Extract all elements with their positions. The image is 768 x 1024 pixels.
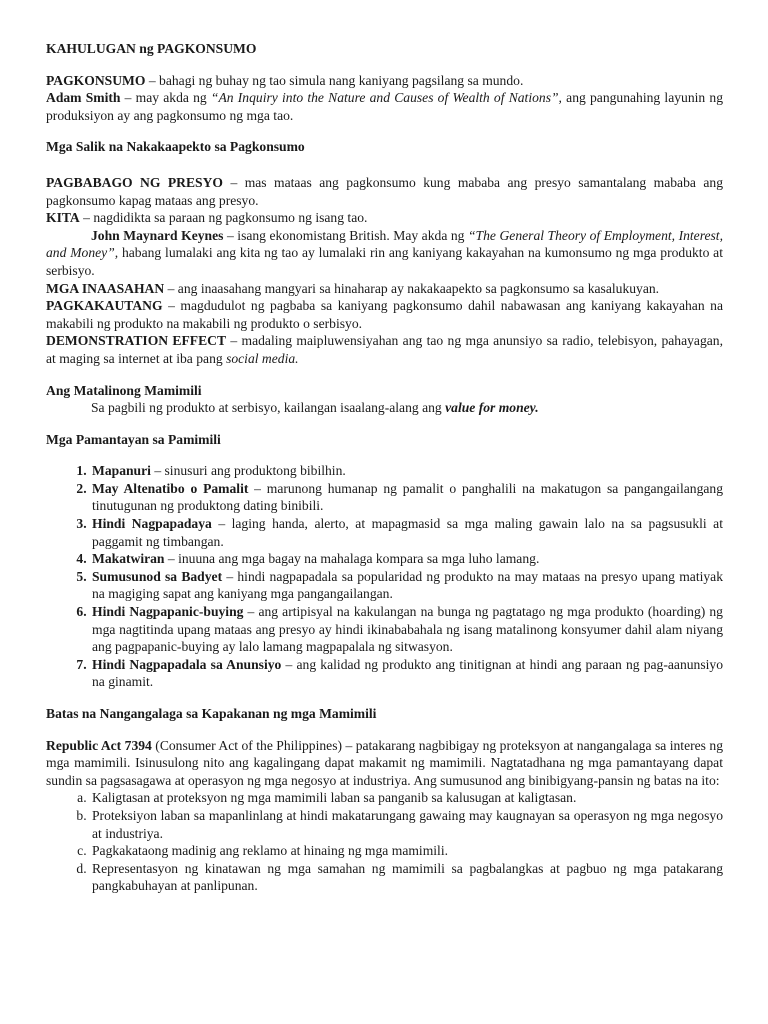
adam-smith-term: Adam Smith — [46, 90, 121, 106]
list-item: 7. Hindi Nagpapadala sa Anunsiyo – ang kalidad ng produkto ang tinitignan at hindi ang paraan ng pag-aanunsiyo na ginamit. — [90, 656, 723, 691]
list-item: 1. Mapanuri – sinusuri ang produktong bibilhin. — [90, 462, 723, 480]
list-item: 6. Hindi Nagpapanic-buying – ang artipisyal na kakulangan na bunga ng pagtatago ng mga produkto (hoarding) ng mga nagtitinda upang mataas ang presyo ay hindi ikinababahala ng isang matalinong konsyumer dahil alam niyang ang pagpapanic-buying ay lalo lamang magpapalala ng sitwasyon. — [90, 603, 723, 656]
presyo-paragraph: PAGBABAGO NG PRESYO – mas mataas ang pagkonsumo kung mababa ang presyo samantalang mababa ang pagkonsumo kapag mataas ang presyo. — [46, 174, 723, 208]
list-item: 5. Sumusunod sa Badyet – hindi nagpapadala sa popularidad ng produkto na may mataas na presyo upang matiyak na magiging sapat ang kaniyang mga pangangailangan. — [90, 568, 723, 603]
adam-smith-paragraph: Adam Smith – may akda ng “An Inquiry into the Nature and Causes of Wealth of Nations”, ang pangunahing layunin ng produksiyon ay ang pagkonsumo ng mga tao. — [46, 90, 723, 123]
list-item: 4. Makatwiran – inuuna ang mga bagay na mahalaga kompara sa mga luho lamang. — [90, 550, 723, 568]
pagkonsumo-term: PAGKONSUMO — [46, 72, 146, 88]
keynes-book-title: “The General Theory of Employment, Interest, and Money”, — [46, 227, 723, 261]
list-item: b. Proteksiyon laban sa mapanlinlang at hindi makatarungang gawaing may kaugnayan sa operasyon ng mga negosyo at industriya. — [90, 807, 723, 842]
value-for-money-emphasis: value for money. — [445, 400, 539, 416]
demonstration-effect-paragraph: DEMONSTRATION EFFECT – madaling maipluwensiyahan ang tao ng mga anunsiyo sa radio, telebisyon, pahayagan, at maging sa internet at iba pang social media. — [46, 333, 723, 366]
list-item: 2. May Altenatibo o Pamalit – marunong humanap ng pamalit o panghalili na makatugon sa pangangailangang tinutugunan ng produktong dating binibili. — [90, 480, 723, 515]
list-item: 3. Hindi Nagpapadaya – laging handa, alerto, at mapagmasid sa mga maling gawain lalo na sa pagsusukli at paggamit ng timbangan. — [90, 515, 723, 550]
republic-act-paragraph: Republic Act 7394 (Consumer Act of the Philippines) – patakarang nagbibigay ng proteksyon at nangangalaga sa interes ng mga mamimili. Isinusulong nito ang kagalingang dapat makamit ng mamimili. Nagtatadhana ng mga pamantayang dapat sundin sa pagsasagawa at operasyon ng mga negosyo at industriya. Ang sumusunod ang binibigyang-pansin ng batas na ito: — [46, 737, 724, 788]
smith-book-title: “An Inquiry into the Nature and Causes of Wealth of Nations”, — [210, 90, 562, 106]
list-item: d. Representasyon ng kinatawan ng mga samahan ng mamimili sa pagbalangkas at pagbuo ng mga patakarang pangkabuhayan at panlipunan. — [90, 860, 723, 895]
document-title: KAHULUGAN ng PAGKONSUMO — [46, 41, 257, 56]
pagkakautang-paragraph: PAGKAKAUTANG – magdudulot ng pagbaba sa kaniyang pagkonsumo dahil nabawasan ang kaniyang kakayahan na makabili ng produkto na makabili ng produkto o serbisyo. — [46, 298, 723, 331]
pamantayan-heading: Mga Pamantayan sa Pamimili — [46, 431, 221, 447]
matalino-text: Sa pagbili ng produkto at serbisyo, kailangan isaalang-alang ang value for money. — [91, 400, 539, 416]
kita-paragraph: KITA – nagdidikta sa paraan ng pagkonsumo ng isang tao. — [46, 210, 368, 226]
list-item: a. Kaligtasan at proteksyon ng mga mamimili laban sa panganib sa kalusugan at kaligtasan. — [90, 789, 723, 807]
pamantayan-list — [46, 462, 723, 691]
batas-heading: Batas na Nangangalaga sa Kapakanan ng mga Mamimili — [46, 706, 377, 721]
matalino-heading: Ang Matalinong Mamimili — [46, 382, 202, 398]
list-item: c. Pagkakataong madinig ang reklamo at hinaing ng mga mamimili. — [90, 842, 723, 860]
republic-act-term: Republic Act 7394 — [46, 737, 152, 753]
inaasahan-paragraph: MGA INAASAHAN – ang inaasahang mangyari sa hinaharap ay nakakaapekto sa pagkonsumo sa kasalukuyan. — [46, 280, 660, 296]
batas-list — [46, 789, 723, 895]
document-body — [46, 40, 723, 895]
keynes-paragraph: John Maynard Keynes – isang ekonomistang British. May akda ng “The General Theory of Employment, Interest, and Money”, habang lumalaki ang kita ng tao ay lumalaki rin ang kaniyang kakayahan na kumonsumo ng mga produkto at serbisyo. — [46, 227, 723, 278]
salik-heading: Mga Salik na Nakakaapekto sa Pagkonsumo — [46, 139, 305, 155]
pagkonsumo-definition: PAGKONSUMO – bahagi ng buhay ng tao simula nang kaniyang pagsilang sa mundo. — [46, 72, 524, 88]
